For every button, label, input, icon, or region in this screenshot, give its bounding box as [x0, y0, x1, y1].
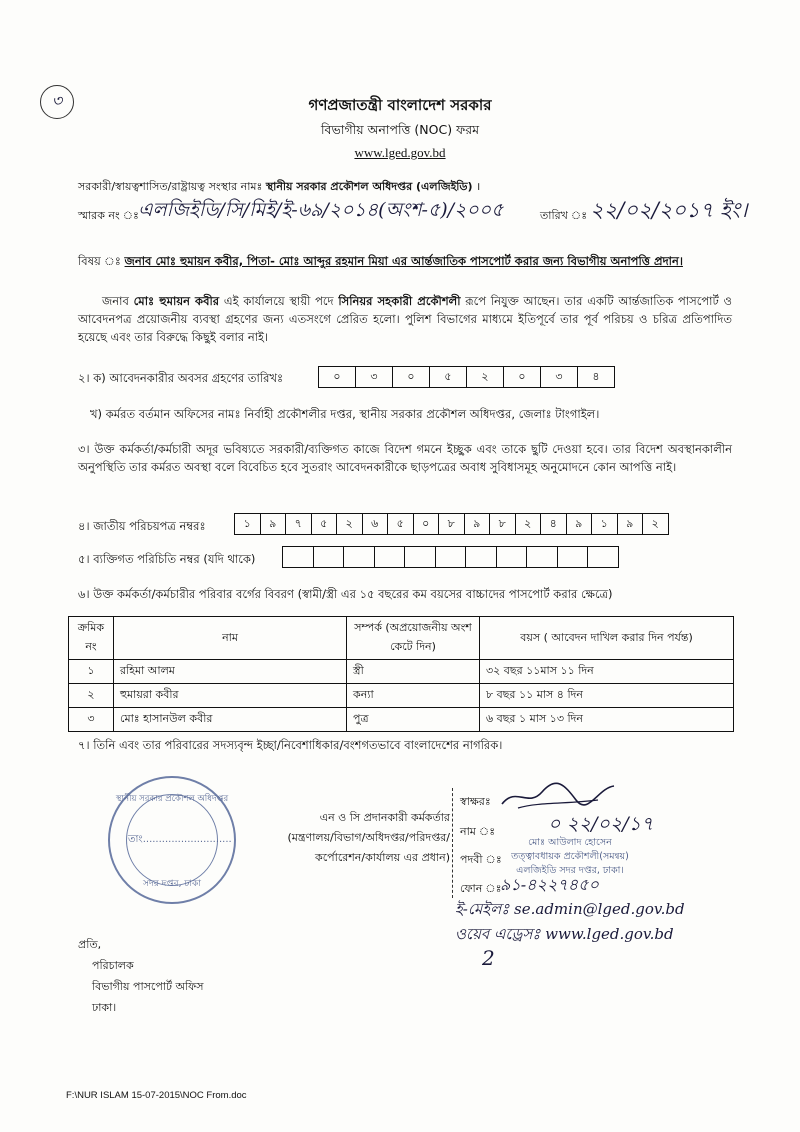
digit-box: ৯ [261, 514, 287, 534]
seal-ring-top: স্থানীয় সরকার প্রকৌশল অধিদপ্তর [115, 794, 229, 804]
page-number-mark: ৩ [40, 85, 74, 119]
table-row [69, 684, 734, 708]
digit-box [344, 547, 375, 567]
digit-box: ১ [592, 514, 618, 534]
digit-box [314, 547, 345, 567]
col-serial: ক্রমিক নং [69, 617, 114, 660]
subject-line [78, 253, 738, 272]
intro-paragraph [78, 292, 732, 346]
digit-box: ২ [651, 517, 659, 530]
intro-part1: জনাব [102, 294, 134, 308]
officer-name: মোঃ হুমায়ন কবীর [133, 294, 220, 308]
citizenship-line: ৭। তিনি এবং তার পরিবারের সদস্যবৃন্দ ইচ্ছা/নিবেশাধিকার/বংশগতভাবে বাংলাদেশের নাগরিক। [78, 738, 503, 752]
digit-box [466, 547, 497, 567]
initial-handwritten: 2 [482, 946, 495, 970]
col-name: নাম [114, 617, 347, 660]
name-label: নাম ঃ [460, 825, 496, 838]
authority-line3: কর্পোরেশন/কার্যালয় এর প্রধান) [315, 851, 450, 864]
recipient-line3: ঢাকা। [92, 1001, 117, 1014]
row-relation: স্ত্রী [347, 660, 480, 684]
digit-box [588, 547, 618, 567]
row-serial: ৩ [69, 708, 114, 732]
digit-box: ৫ [430, 367, 467, 387]
table-row [69, 660, 734, 684]
seal-ring-bottom: সদর দপ্তর, ঢাকা [143, 879, 201, 889]
digit-box: ৯ [465, 514, 491, 534]
web-handwritten: ওয়েব এড্রেসঃ www.lged.gov.bd [455, 925, 674, 943]
stamp-name: মোঃ আউলাদ হোসেন [528, 837, 612, 848]
row-age: ৮ বছর ১১ মাস ৪ দিন [480, 684, 734, 708]
intro-part3: রূপে নিযুক্ত আছেন। তার একটি আর্ন্তজাতিক পাসপোর্ট ও আবেদনপত্র প্রয়োজনীয় ব্যবস্থা গ্রহণের জন্য এতসংগে প্রেরিত হলো। পুলিশ বিভাগের মাধ্যমে ইতিপূর্বে তার পূর্ব পরিচয় ও চরিত্র প্রতিপাদিত হয়েছে এবং তার বিরুদ্ধে কিছুই বলার নাই। [78, 294, 732, 344]
stamp-office: এলজিইডি সদর দপ্তর, ঢাকা। [516, 865, 624, 876]
recipient-to: প্রতি, [78, 938, 102, 951]
authority-block [262, 808, 450, 868]
memo-number: এলজিইডি/সি/মিই/ই-৬৯/২০১৪(অংশ-৫)/২০০৫ [138, 199, 504, 221]
officer-designation: সিনিয়র সহকারী প্রকৌশলী [338, 294, 461, 308]
digit-box [436, 547, 467, 567]
retirement-date-boxes [318, 366, 615, 388]
digit-box: ০ [319, 367, 356, 387]
digit-box [558, 547, 589, 567]
seal-date: তাং............................ [128, 834, 232, 845]
recipient-line2: বিভাগীয় পাসপোর্ট অফিস [92, 980, 204, 993]
stamp-designation: তত্ত্বাবধায়ক প্রকৌশলী(সমন্বয়) [511, 851, 629, 862]
memo-label: স্মারক নং ঃ [78, 209, 139, 222]
digit-box: ৩ [541, 367, 578, 387]
digit-box [375, 547, 406, 567]
digit-box: ৪ [541, 514, 567, 534]
authority-line1: এন ও সি প্রদানকারী কর্মকর্তার [319, 811, 450, 824]
family-label: ৬। উক্ত কর্মকর্তা/কর্মচারীর পরিবার বর্গের বিবরণ (স্বামী/স্ত্রী এর ১৫ বছরের কম বয়সের বাচ্চাদের পাসপোর্ট করার ক্ষেত্রে) [78, 587, 613, 601]
memo-date-label: তারিখ ঃ [540, 209, 588, 222]
digit-box: ২ [337, 514, 363, 534]
retirement-date-label: ২। ক) আবেদনকারীর অবসর গ্রহণের তারিখঃ [78, 371, 284, 385]
digit-box: ৫ [312, 514, 338, 534]
phone-label: ফোন ঃ [460, 882, 502, 895]
signature-label: স্বাক্ষরঃ [460, 795, 491, 808]
subject-text: জনাব মোঃ হুমায়ন কবীর, পিতা- মোঃ আব্দুর রহমান মিয়া এর আর্ন্তজাতিক পাসপোর্ট করার জন্য বিভাগীয় অনাপত্তি প্রদান। [124, 254, 683, 268]
email-handwritten: ই-মেইলঃ se.admin@lged.gov.bd [455, 900, 685, 918]
table-row [69, 708, 734, 732]
digit-box: ৯ [567, 514, 593, 534]
recipient-block [78, 934, 203, 1018]
digit-box: ৪ [592, 370, 600, 383]
row-age: ৩২ বছর ১১মাস ১১ দিন [480, 660, 734, 684]
name-handwritten: ০ ২২/০২/১৭ [548, 813, 654, 835]
row-relation: পুত্র [347, 708, 480, 732]
recipient-line1: পরিচালক [92, 959, 134, 972]
footer-file-path: F:\NUR ISLAM 15-07-2015\NOC From.doc [66, 1090, 247, 1101]
digit-box: ২ [516, 514, 542, 534]
authority-line2: (মন্ত্রণালয়/বিভাগ/অধিদপ্তর/পরিদপ্তর/ [287, 831, 450, 844]
digit-box [497, 547, 528, 567]
personal-id-boxes [282, 546, 619, 568]
digit-box: ৬ [363, 514, 389, 534]
digit-box: ৭ [286, 514, 312, 534]
organization-line [78, 178, 480, 197]
row-name: মোঃ হাসানউল কবীর [114, 708, 347, 732]
organization-label: সরকারী/স্বায়ত্বশাসিত/রাষ্ট্রায়ত্ব সংস্থার নামঃ [78, 180, 263, 193]
digit-box: ১ [235, 514, 261, 534]
form-title: বিভাগীয় অনাপত্তি (NOC) ফরম [320, 122, 480, 137]
organization-name: স্থানীয় সরকার প্রকৌশল অধিদপ্তর (এলজিইডি) [265, 180, 473, 193]
digit-box [283, 547, 314, 567]
personal-id-label: ৫। ব্যক্তিগত পরিচিতি নম্বর (যদি থাকে) [78, 552, 256, 566]
nid-label: ৪। জাতীয় পরিচয়পত্র নম্বরঃ [78, 519, 206, 533]
digit-box: ৫ [388, 514, 414, 534]
row-serial: ১ [69, 660, 114, 684]
website[interactable]: www.lged.gov.bd [354, 145, 446, 160]
office-seal [108, 776, 236, 904]
memo-date: ২২/০২/২০১৭ ইং। [590, 198, 748, 222]
item3-paragraph: ৩। উক্ত কর্মকর্তা/কর্মচারী অদূর ভবিষ্যতে সরকারী/ব্যক্তিগত কাজে বিদেশ গমনে ইচ্ছুক এবং তাকে ছুটি দেওয়া হবে। তার বিদেশ অবস্থানকালীন অনুপস্থিতি তার কর্মরত অবস্থা বলে বিবেচিত হবে সুতরাং আবেদনকারীকে ছাড়পত্রের অবাধ সুবিধাসমূহ অনুমোদনে কোন আপত্তি নাই। [78, 442, 732, 474]
government-title: গণপ্রজাতন্ত্রী বাংলাদেশ সরকার [308, 96, 492, 114]
signature-scribble [498, 778, 618, 814]
nid-boxes [234, 513, 669, 535]
row-age: ৬ বছর ১ মাস ১৩ দিন [480, 708, 734, 732]
row-name: রহিমা আলম [114, 660, 347, 684]
digit-box: ৩ [356, 367, 393, 387]
organization-end: । [476, 180, 481, 193]
office-name-line: খ) কর্মরত বর্তমান অফিসের নামঃ নির্বাহী প্রকৌশলীর দপ্তর, স্থানীয় সরকার প্রকৌশল অধিদপ্তর, জেলাঃ টাংগাইল। [90, 407, 600, 421]
row-name: হুমায়রা কবীর [114, 684, 347, 708]
digit-box: ৮ [490, 514, 516, 534]
digit-box: ৯ [618, 514, 644, 534]
digit-box: ৮ [439, 514, 465, 534]
intro-part2: এই কার্যালয়ে স্থায়ী পদে [219, 294, 339, 308]
phone-handwritten: ৯১-৪২২৭৪৫০ [500, 875, 599, 894]
digit-box: ০ [393, 367, 430, 387]
row-serial: ২ [69, 684, 114, 708]
digit-box: ২ [467, 367, 504, 387]
digit-box [527, 547, 558, 567]
designation-label: পদবী ঃ [460, 853, 502, 866]
family-table [68, 616, 734, 732]
row-relation: কন্যা [347, 684, 480, 708]
signature-box [452, 788, 454, 898]
digit-box [405, 547, 436, 567]
digit-box: ০ [414, 514, 440, 534]
col-relation: সম্পর্ক (অপ্রয়োজনীয় অংশ কেটে দিন) [347, 617, 480, 660]
subject-label: বিষয় ঃ [78, 254, 121, 268]
family-table-header [69, 617, 734, 660]
digit-box: ০ [504, 367, 541, 387]
col-age: বয়স ( আবেদন দাখিল করার দিন পর্যন্ত) [480, 617, 734, 660]
